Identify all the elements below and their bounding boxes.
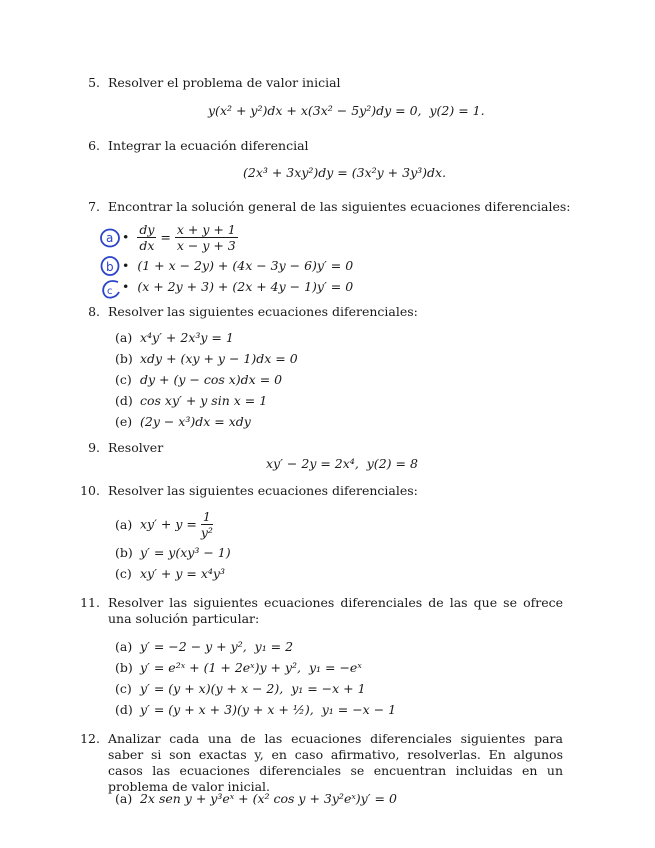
fraction-rhs: $\frac{x + y + 1}{x - y + 3}$: [176, 222, 236, 253]
problem-11-item: (a) y′ = −2 − y + y², y₁ = 2: [115, 639, 294, 654]
problem-number: 12.: [80, 731, 100, 746]
problem-10-item-c: (c) xy′ + y = x⁴y³: [115, 566, 225, 581]
equation-5: [208, 103, 485, 119]
problem-10-item-b: (b) y′ = y(xy³ − 1): [115, 545, 231, 560]
problem-text: Resolver las siguientes ecuaciones diferenciales:: [108, 483, 418, 498]
problem-number: 7.: [88, 199, 100, 214]
problem-11-item: (b) y′ = e²ˣ + (1 + 2eˣ)y + y², y₁ = −eˣ: [115, 660, 362, 675]
equation-6: [243, 165, 446, 181]
problem-12-item-a: (a) 2x sen y + y³eˣ + (x² cos y + 3y²eˣ)y′ = 0: [115, 791, 397, 806]
problem-7-item-b: [122, 258, 353, 274]
bullet-icon: •: [122, 229, 130, 245]
fraction: $\frac{1}{\text{y²}}$: [200, 509, 213, 540]
hand-c: c: [107, 286, 113, 297]
problem-text: Resolver el problema de valor inicial: [108, 75, 341, 90]
problem-text: Analizar cada una de las ecuaciones diferenciales siguientes para saber si son exactas y, en caso afirmativo, resolverlas. En algunos casos las ecuaciones diferenciales se encuentran incluidas en un problema de valor inicial.: [108, 731, 563, 794]
problem-text: Encontrar la solución general de las siguientes ecuaciones diferenciales:: [108, 199, 571, 214]
bullet-icon: •: [122, 279, 130, 294]
problem-7-item-c: [122, 279, 353, 295]
problem-8-item: (a) x⁴y′ + 2x³y = 1: [115, 330, 234, 345]
problem-8-item: (d) cos xy′ + y sin x = 1: [115, 393, 268, 408]
problem-number: 6.: [88, 138, 100, 153]
bullet-icon: •: [122, 258, 130, 273]
problem-11-item: (d) y′ = (y + x + 3)(y + x + ½), y₁ = −x − 1: [115, 702, 397, 717]
problem-number: 9.: [88, 440, 100, 455]
problem-number: 10.: [80, 483, 100, 498]
equation: (1 + x − 2y) + (4x − 3y − 6)y′ = 0: [137, 258, 354, 273]
equals-sign: =: [160, 229, 171, 245]
problem-text: Resolver las siguientes ecuaciones diferenciales de las que se ofrece una solución particular:: [108, 595, 563, 626]
problem-number: 5.: [88, 75, 100, 90]
hand-a: a: [106, 231, 114, 245]
equation-9: [266, 456, 418, 472]
fraction-dy-dx: $\frac{dy}{dx}$: [139, 222, 155, 253]
problem-11-item: (c) y′ = (y + x)(y + x − 2), y₁ = −x + 1: [115, 681, 366, 696]
problem-text: Resolver las siguientes ecuaciones diferenciales:: [108, 304, 418, 319]
problem-number: 11.: [80, 595, 100, 610]
equation-condition: y(2) = 8: [366, 456, 418, 471]
problem-text: Integrar la ecuación diferencial: [108, 138, 309, 153]
hand-b: b: [106, 260, 114, 274]
problem-number: 8.: [88, 304, 100, 319]
equation-main: (2x³ + 3xy²)dy = (3x²y + 3y³)dx.: [243, 165, 447, 180]
problem-10-item-a: (a) xy′ + y = $\frac{1}{\text{y²}}$: [115, 509, 213, 540]
equation-main: xy′ − 2y = 2x⁴,: [266, 456, 359, 471]
problem-7-item-a: [122, 222, 238, 253]
problem-text: Resolver: [108, 440, 164, 455]
handwritten-annotations: [98, 226, 124, 302]
equation: (x + 2y + 3) + (2x + 4y − 1)y′ = 0: [137, 279, 354, 294]
problem-8-item: (b) xdy + (xy + y − 1)dx = 0: [115, 351, 298, 366]
equation-main: y(x² + y²)dx + x(3x² − 5y²)dy = 0,: [208, 103, 422, 118]
problem-8-item: (c) dy + (y − cos x)dx = 0: [115, 372, 283, 387]
equation-condition: y(2) = 1.: [429, 103, 485, 118]
problem-8-item: (e) (2y − x³)dx = xdy: [115, 414, 251, 429]
